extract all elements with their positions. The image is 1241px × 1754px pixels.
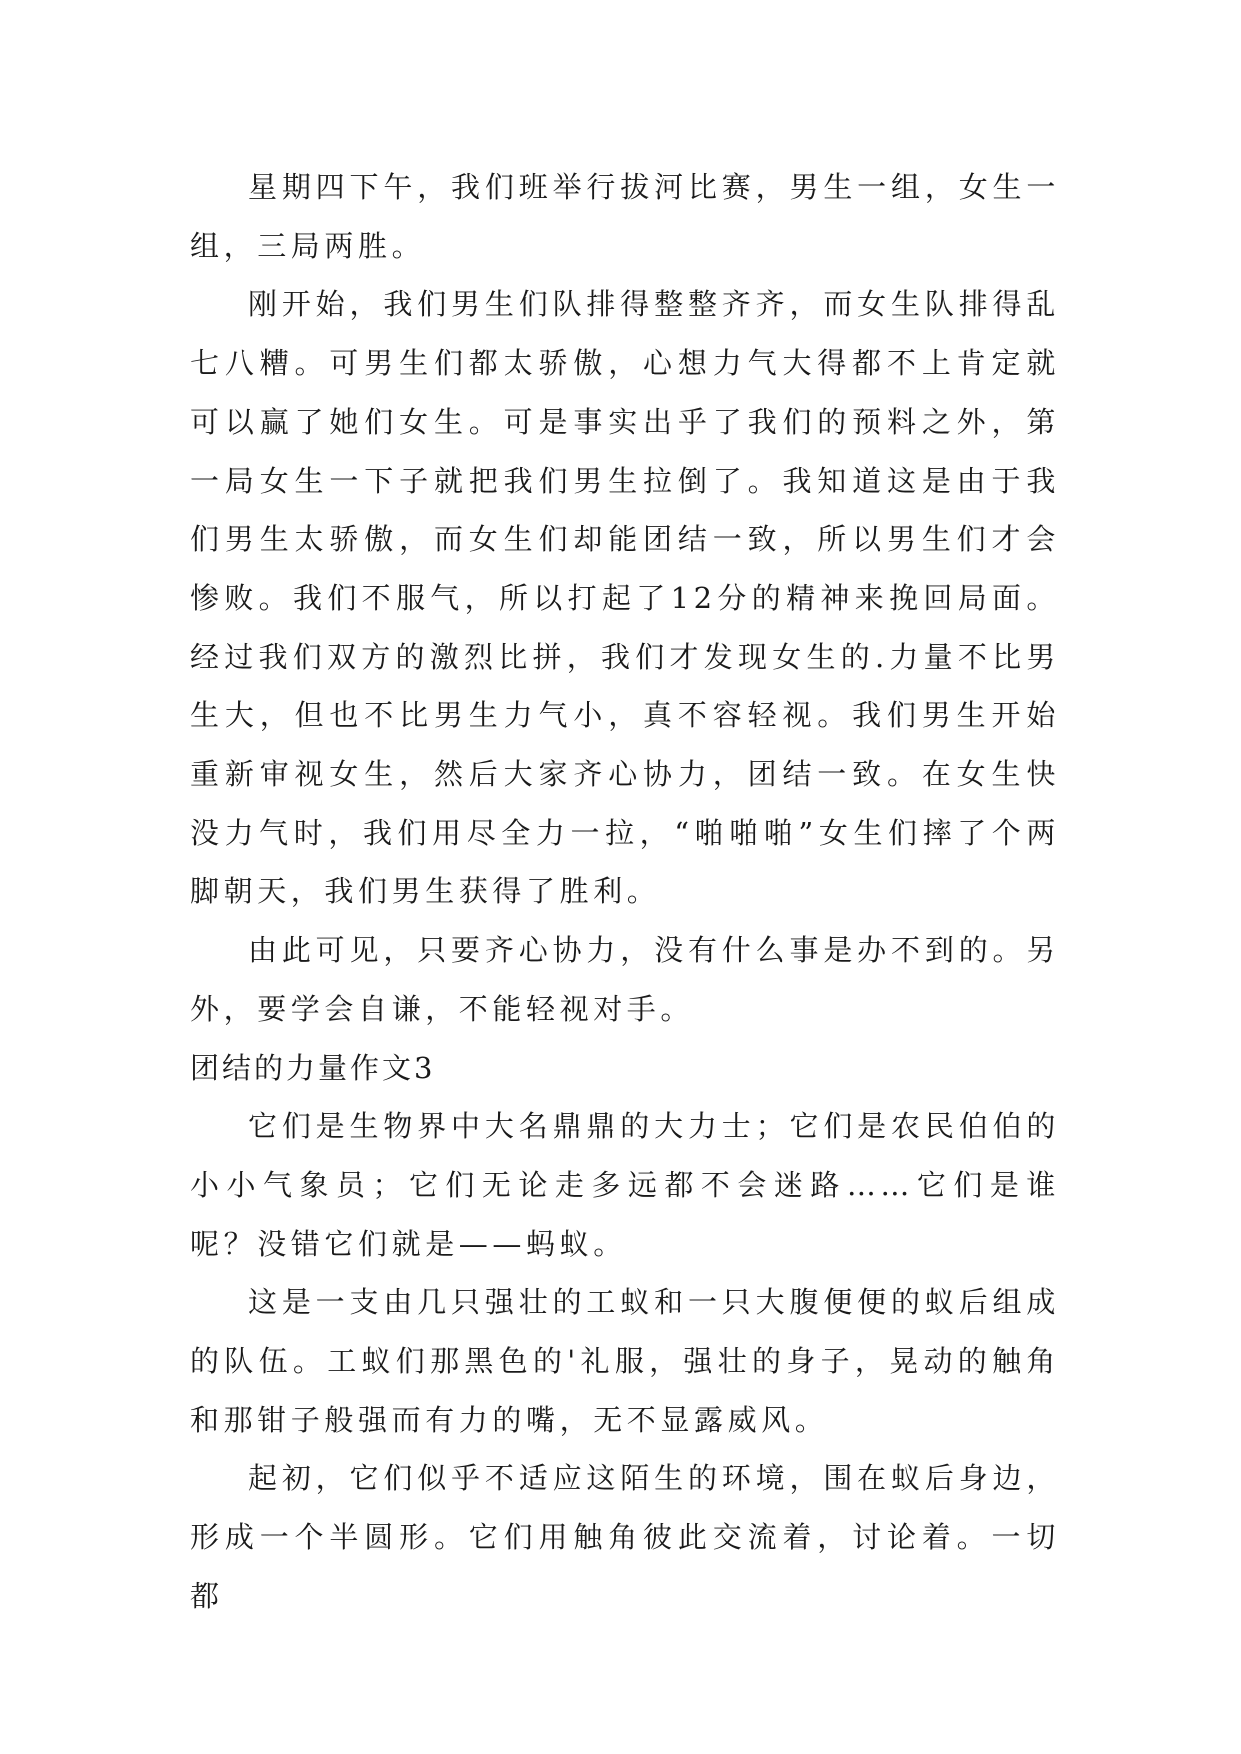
section-paragraph-2: 这是一支由几只强壮的工蚁和一只大腹便便的蚁后组成的队伍。工蚁们那黑色的'礼服，强壮的身子，晃动的触角和那钳子般强而有力的嘴，无不显露威风。 — [190, 1285, 1060, 1437]
paragraph-2: 刚开始，我们男生们队排得整整齐齐，而女生队排得乱七八糟。可男生们都太骄傲，心想力气大得都不上肯定就可以赢了她们女生。可是事实出乎了我们的预料之外，第一局女生一下子就把我们男生拉倒了。我知道这是由于我们男生太骄傲，而女生们却能团结一致，所以男生们才会惨败。我们不服气，所以打起了12分的精神来挽回局面。经过我们双方的激烈比拼，我们才发现女生的.力量不比男生大，但也不比男生力气小，真不容轻视。我们男生开始重新审视女生，然后大家齐心协力，团结一致。在女生快没力气时，我们用尽全力一拉，“啪啪啪”女生们摔了个两脚朝天，我们男生获得了胜利。 — [190, 287, 1060, 909]
paragraph-3: 由此可见，只要齐心协力，没有什么事是办不到的。另外，要学会自谦，不能轻视对手。 — [190, 933, 1060, 1026]
section-heading: 团结的力量作文3 — [190, 1050, 436, 1085]
paragraph-1: 星期四下午，我们班举行拔河比赛，男生一组，女生一组，三局两胜。 — [190, 170, 1060, 263]
document-body — [190, 158, 1060, 1626]
section-paragraph-1: 它们是生物界中大名鼎鼎的大力士；它们是农民伯伯的小小气象员；它们无论走多远都不会迷路……它们是谁呢？没错它们就是——蚂蚁。 — [190, 1109, 1060, 1261]
section-paragraph-3: 起初，它们似乎不适应这陌生的环境，围在蚁后身边，形成一个半圆形。它们用触角彼此交流着，讨论着。一切都 — [190, 1461, 1060, 1613]
